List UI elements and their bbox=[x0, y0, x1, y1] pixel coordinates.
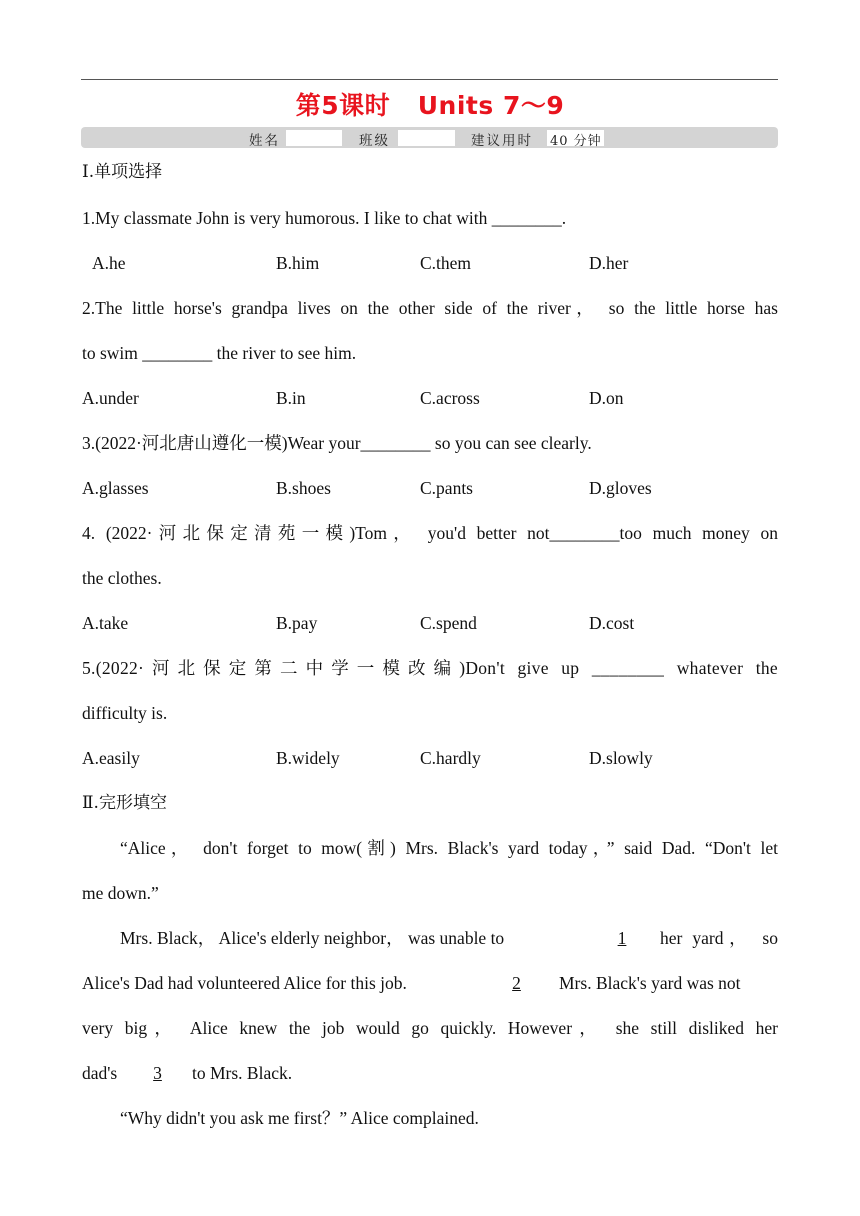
option-c: C.across bbox=[420, 388, 480, 408]
option-b: B.in bbox=[276, 388, 306, 408]
option-c: C.spend bbox=[420, 613, 477, 633]
option-c: C.hardly bbox=[420, 748, 481, 768]
option-a: A.he bbox=[92, 253, 126, 273]
passage-line: “Alice， don't forget to mow(割) Mrs. Black's yard today，” said Dad. “Don't let bbox=[120, 838, 778, 858]
time-value: 40 分钟 bbox=[550, 134, 602, 149]
passage-line: her yard， so bbox=[660, 928, 778, 948]
question-stem: 2.The little horse's grandpa lives on the other side of the river， so the little horse has bbox=[82, 298, 778, 318]
time-label: 建议用时 bbox=[471, 133, 533, 149]
class-field[interactable] bbox=[398, 130, 455, 146]
passage-line: me down.” bbox=[82, 883, 159, 903]
option-d: D.on bbox=[589, 388, 624, 408]
class-label: 班级 bbox=[359, 133, 390, 149]
question-stem: to swim ________ the river to see him. bbox=[82, 343, 357, 363]
question-stem: 5.(2022·河北保定第二中学一模改编)Don't give up ________ whatever the bbox=[82, 658, 778, 678]
option-b: B.pay bbox=[276, 613, 318, 633]
option-a: A.easily bbox=[82, 748, 140, 768]
passage-line: Alice's Dad had volunteered Alice for this job. bbox=[82, 973, 407, 993]
option-a: A.under bbox=[82, 388, 139, 408]
option-b: B.him bbox=[276, 253, 320, 273]
info-bar bbox=[81, 127, 778, 148]
option-c: C.pants bbox=[420, 478, 473, 498]
option-d: D.cost bbox=[589, 613, 635, 633]
option-b: B.shoes bbox=[276, 478, 331, 498]
cloze-blank: 1 bbox=[617, 928, 627, 948]
passage-line: to Mrs. Black. bbox=[192, 1063, 293, 1083]
option-a: A.glasses bbox=[82, 478, 149, 498]
name-label: 姓名 bbox=[249, 133, 280, 149]
question-stem: the clothes. bbox=[82, 568, 162, 588]
passage-line: “Why didn't you ask me first？” Alice complained. bbox=[120, 1108, 479, 1128]
option-d: D.her bbox=[589, 253, 629, 273]
passage-line: Mrs. Black， Alice's elderly neighbor， was unable to bbox=[120, 928, 505, 948]
cloze-blank: 3 bbox=[153, 1063, 162, 1083]
question-stem: 3.(2022·河北唐山遵化一模)Wear your________ so you can see clearly. bbox=[82, 433, 592, 453]
section-heading: Ⅰ.单项选择 bbox=[82, 162, 163, 182]
question-stem: 1.My classmate John is very humorous. I like to chat with ________. bbox=[82, 208, 567, 228]
header-rule bbox=[81, 79, 778, 80]
passage-line: Mrs. Black's yard was not bbox=[559, 973, 741, 993]
passage-line: very big， Alice knew the job would go quickly. However， she still disliked her bbox=[82, 1018, 778, 1038]
option-a: A.take bbox=[82, 613, 129, 633]
page-title: 第5课时 Units 7～9 bbox=[295, 91, 565, 120]
question-stem: difficulty is. bbox=[82, 703, 168, 723]
option-b: B.widely bbox=[276, 748, 340, 768]
passage-line: dad's bbox=[82, 1063, 118, 1083]
cloze-blank: 2 bbox=[512, 973, 521, 993]
option-d: D.slowly bbox=[589, 748, 653, 768]
question-stem: 4. (2022·河北保定清苑一模)Tom， you'd better not________too much money on bbox=[82, 523, 778, 543]
option-c: C.them bbox=[420, 253, 472, 273]
section-heading: Ⅱ.完形填空 bbox=[82, 793, 167, 813]
option-d: D.gloves bbox=[589, 478, 652, 498]
name-field[interactable] bbox=[286, 130, 342, 146]
